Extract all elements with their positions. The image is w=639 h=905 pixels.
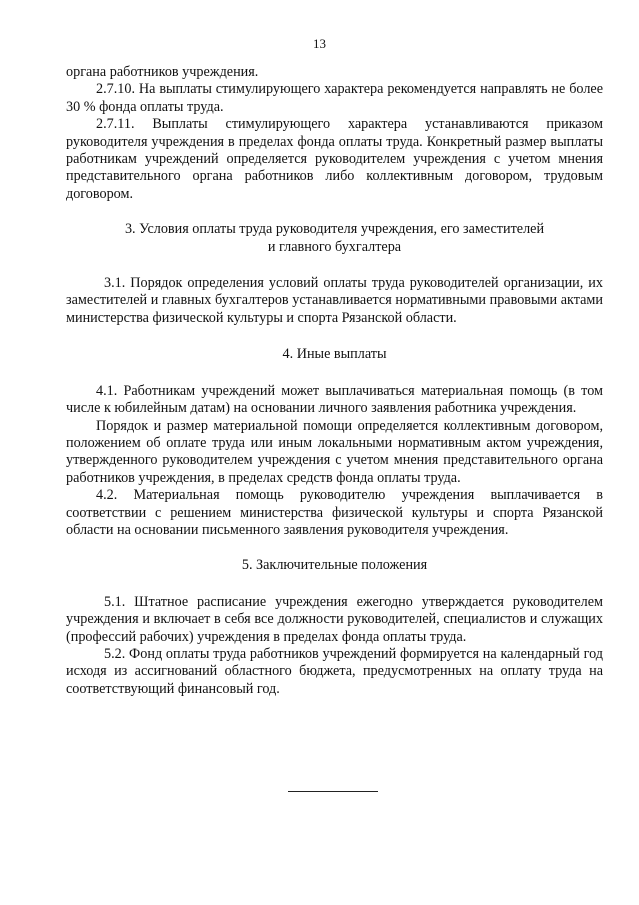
spacer [66,575,603,594]
document-body [66,64,603,698]
paragraph-continuation: органа работников учреждения. [66,64,259,80]
closing-rule [288,791,378,792]
paragraph-5-2: 5.2. Фонд оплаты труда работников учреждений формируется на календарный год исходя из ассигнований областного бюджета, предусмотренных на оплату труда на соответствующий финансовый год. [66,645,603,697]
section-3-heading-line-2: и главного бухгалтера [267,238,402,255]
section-4-heading: 4. Иные выплаты [282,346,387,363]
section-3-heading-line-1: 3. Условия оплаты труда руководителя учреждения, его заместителей [124,221,545,238]
spacer [66,256,603,275]
paragraph-4-1-order: Порядок и размер материальной помощи определяется коллективным договором, положением об оплате труда или иным локальными нормативным актом учреждения, утвержденного руководителем учреждения с учетом мнения представительного органа работников учреждения, в пределах средств фонда оплаты труда. [66,417,603,486]
page-number: 13 [313,36,326,51]
paragraph-3-1: 3.1. Порядок определения условий оплаты труда руководителей организации, их заместителей и главных бухгалтеров устанавливается нормативными правовыми актами министерства физической культуры и спорта Рязанской области. [66,275,603,326]
paragraph-2-7-11: 2.7.11. Выплаты стимулирующего характера устанавливаются приказом руководителя учреждения в пределах фонда оплаты труда. Конкретный размер выплаты работникам учреждений определяется руководителем учреждения с учетом мнения представительного органа работников либо коллективным договором, трудовым договором. [66,116,603,202]
paragraph-4-1: 4.1. Работникам учреждений может выплачиваться материальная помощь (в том числе к юбилейным датам) на основании личного заявления работника учреждения. [66,382,603,417]
section-3-heading [66,221,603,256]
paragraph-5-1: 5.1. Штатное расписание учреждения ежегодно утверждается руководителем учреждения и включает в себя все должности руководителей, специалистов и служащих (профессий рабочих) учреждения в пределах фонда оплаты труда. [66,593,603,645]
spacer [66,364,603,383]
paragraph-2-7-10: 2.7.10. На выплаты стимулирующего характера рекомендуется направлять не более 30 % фонда оплаты труда. [66,81,603,115]
section-5-heading: 5. Заключительные положения [241,557,428,574]
spacer [66,327,603,346]
spacer [66,203,603,221]
spacer [66,539,603,557]
paragraph-4-2: 4.2. Материальная помощь руководителю учреждения выплачивается в соответствии с решением министерства физической культуры и спорта Рязанской области на основании письменного заявления руководителя учреждения. [66,487,603,538]
